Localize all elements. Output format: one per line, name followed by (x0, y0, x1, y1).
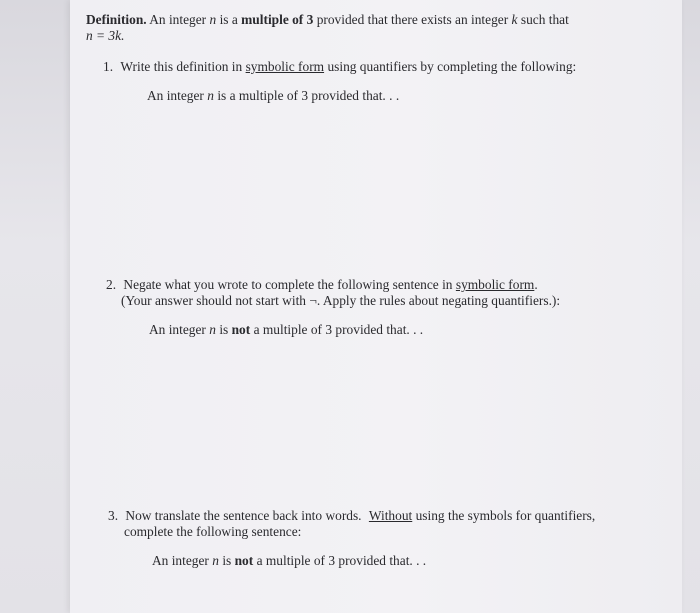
prompt-text: a multiple of 3 provided that. . . (256, 553, 427, 568)
question-3-line-2: complete the following sentence: (124, 524, 302, 539)
underlined-term: symbolic form (455, 277, 535, 292)
prompt-text: is (219, 322, 229, 337)
variable-n: n (212, 553, 219, 568)
definition-text: such that (520, 12, 569, 27)
variable-n: n (209, 322, 216, 337)
question-text: Write this definition in (120, 59, 243, 74)
question-text: using the symbols for quantifiers, (415, 508, 596, 523)
prompt-text: An integer (149, 322, 206, 337)
question-number: 1. (103, 59, 114, 74)
question-2-note: (Your answer should not start with ¬. Apply the rules about negating quantifiers.): (121, 293, 561, 308)
underlined-term: symbolic form (245, 59, 325, 74)
bold-not: not (234, 553, 254, 568)
prompt-text: is (222, 553, 232, 568)
definition-text: is a (219, 12, 238, 27)
question-text: . (534, 277, 538, 292)
prompt-text: An integer (147, 88, 204, 103)
question-text: using quantifiers by completing the following: (327, 59, 577, 74)
question-2-prompt (149, 322, 423, 338)
question-number: 2. (106, 277, 117, 292)
question-1 (103, 59, 576, 75)
variable-k: k (511, 12, 518, 27)
question-3-prompt (152, 553, 426, 569)
definition-text: An integer (149, 12, 207, 27)
definition-text: provided that there exists an integer (316, 12, 509, 27)
variable-n: n (207, 88, 214, 103)
variable-n: n (209, 12, 217, 27)
definition-heading: Definition. (86, 12, 147, 27)
definition-equation: n = 3k. (86, 28, 125, 43)
question-2 (106, 277, 538, 293)
prompt-text: a multiple of 3 provided that. . . (253, 322, 424, 337)
prompt-text: is a multiple of 3 provided that. . . (217, 88, 400, 103)
question-number: 3. (108, 508, 119, 523)
definition-line-1 (86, 12, 569, 28)
question-1-prompt (147, 88, 399, 104)
prompt-text: An integer (152, 553, 209, 568)
question-text: Negate what you wrote to complete the following sentence in (123, 277, 453, 292)
question-text: Now translate the sentence back into words. (125, 508, 362, 523)
underlined-term: Without (368, 508, 413, 523)
bold-not: not (231, 322, 251, 337)
definition-term: multiple of 3 (241, 12, 314, 27)
question-3 (108, 508, 595, 524)
